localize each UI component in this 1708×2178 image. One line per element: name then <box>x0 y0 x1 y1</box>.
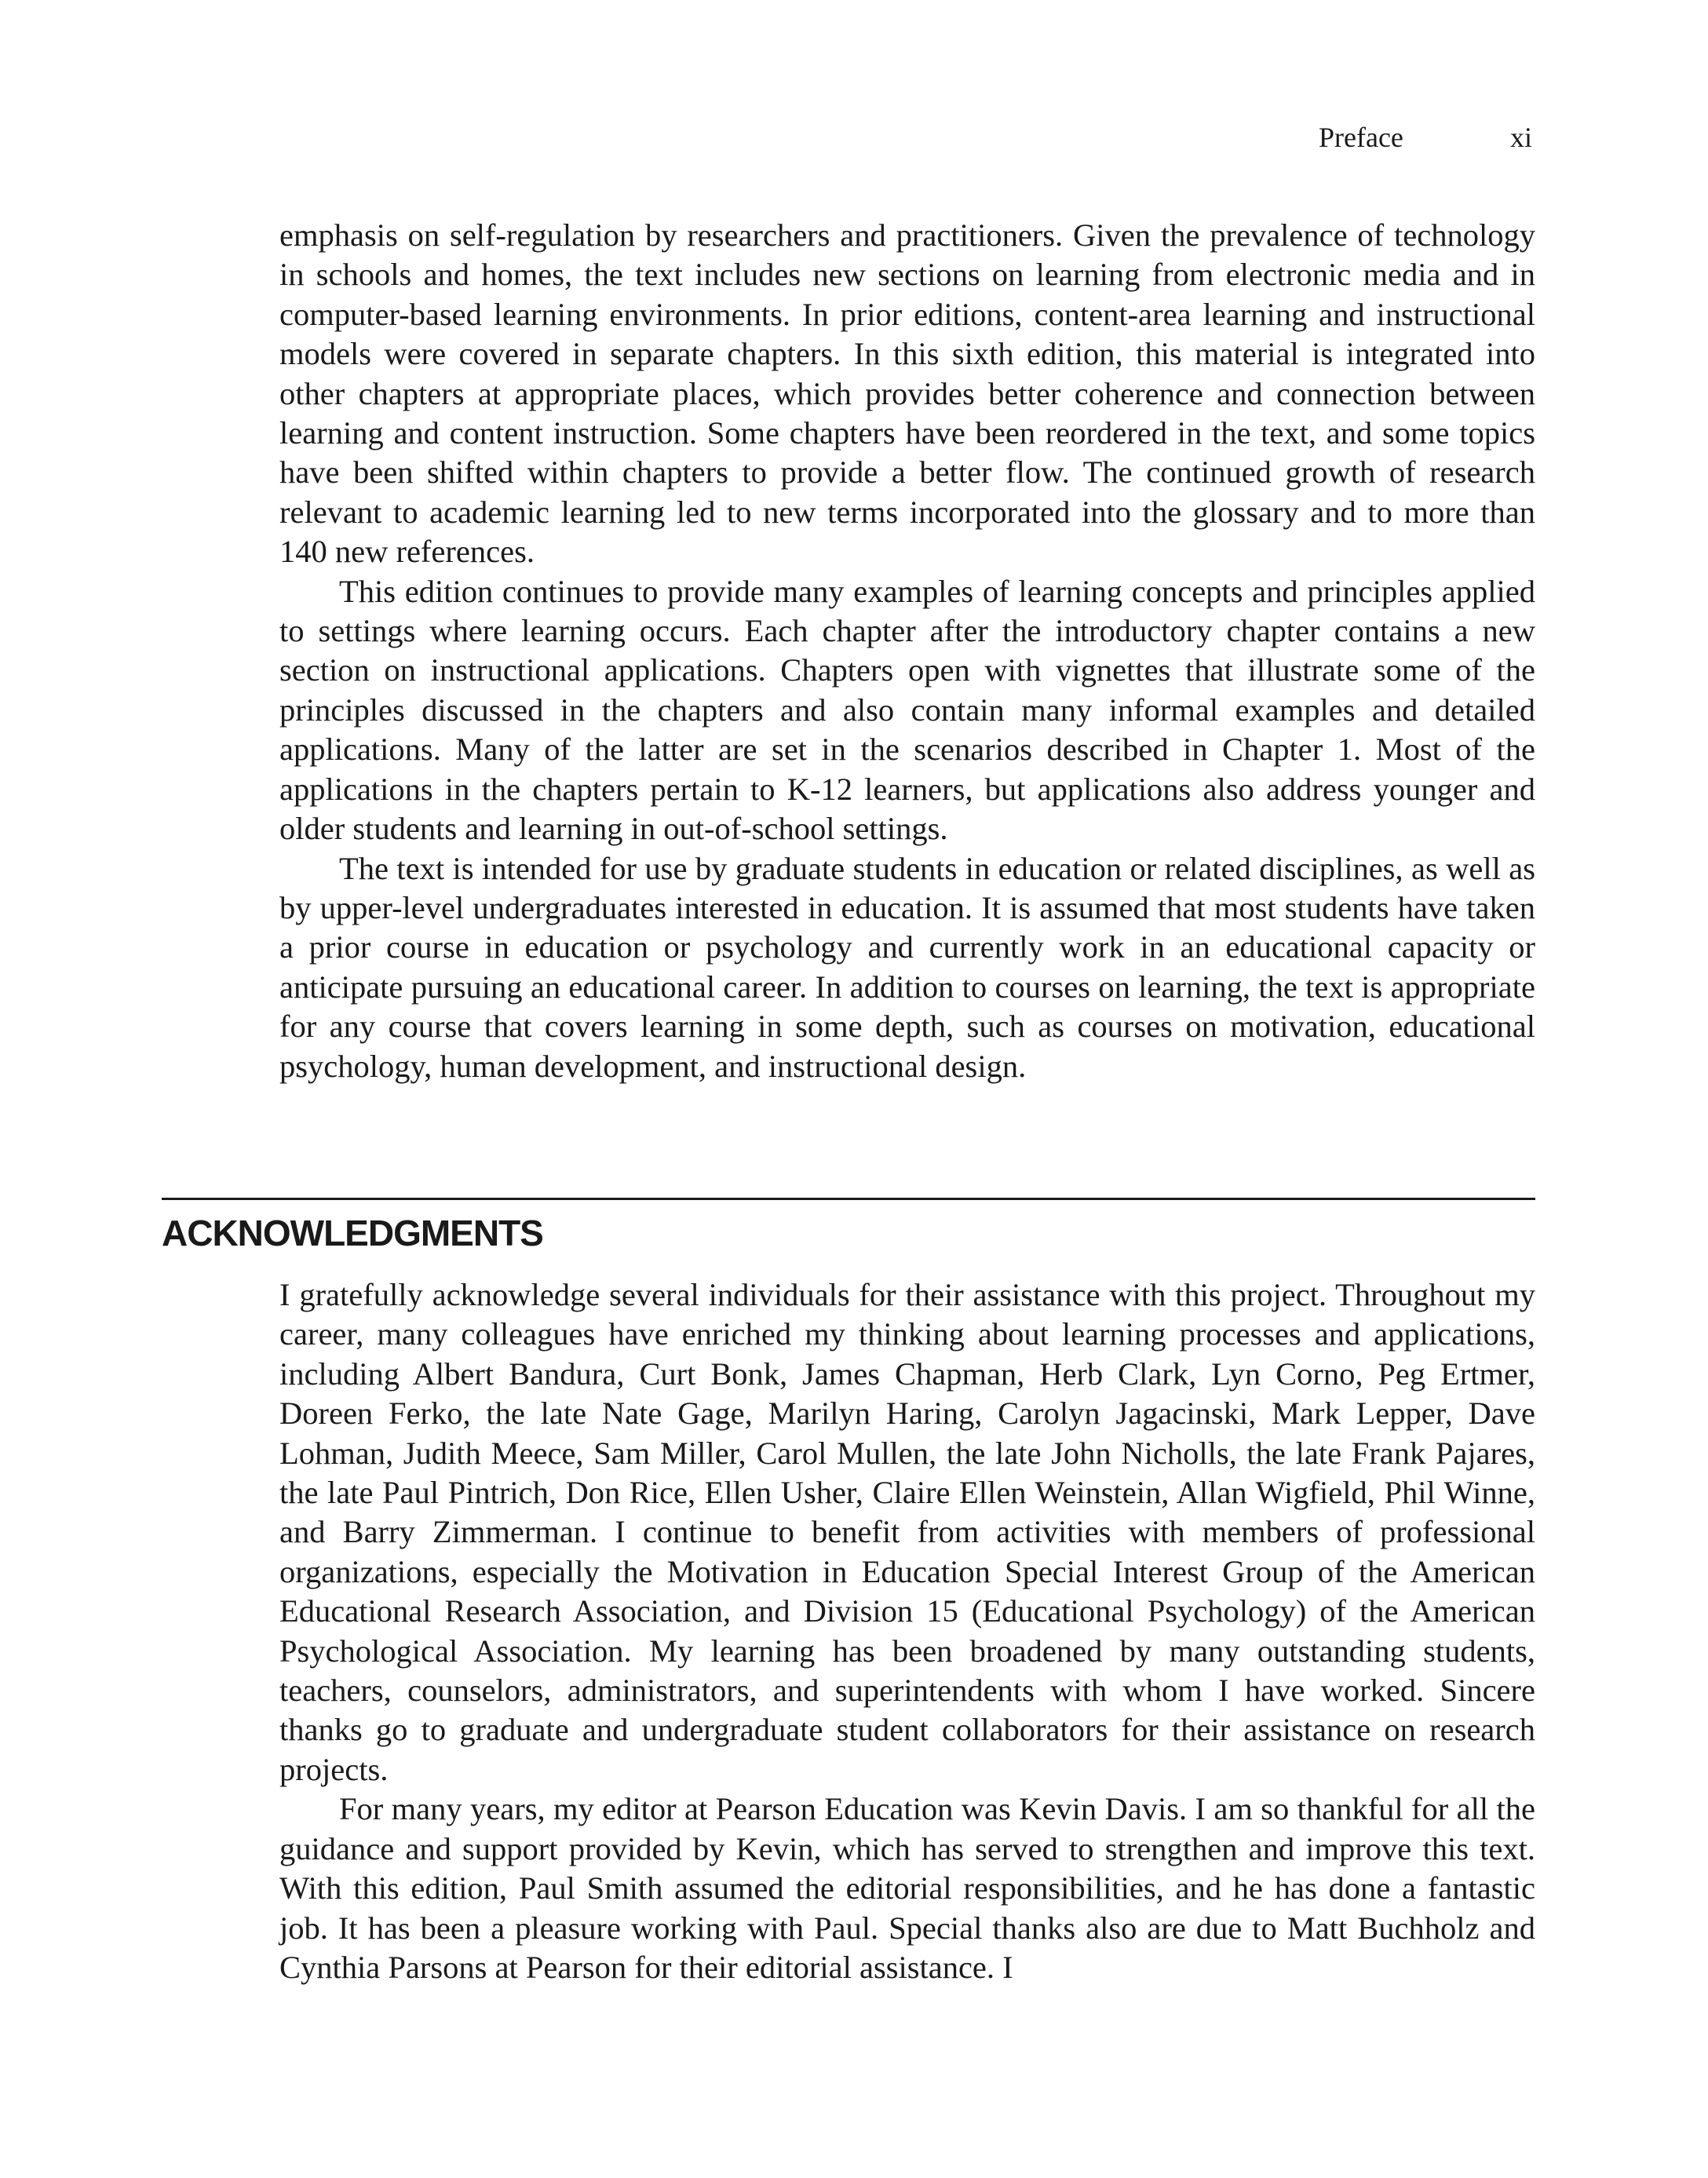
acknowledgments-paragraph-2: For many years, my editor at Pearson Education was Kevin Davis. I am so thankful for all the guidance and support provided by Kevin, which has served to strengthen and improve this text. With this edition, Paul Smith assumed the editorial responsibilities, and he has done a fantastic job. It has been a pleasure working with Paul. Special thanks also are due to Matt Buchholz and Cynthia Parsons at Pearson for their editorial assistance. I <box>279 1791 1535 1985</box>
acknowledgments-heading: ACKNOWLEDGMENTS <box>162 1213 543 1253</box>
acknowledgments-paragraph-1: I gratefully acknowledge several individuals for their assistance with this project. Throughout my career, many colleagues have enriched my thinking about learning processes and applications, including Albert Bandura, Curt Bonk, James Chapman, Herb Clark, Lyn Corno, Peg Ertmer, Doreen Ferko, the late Nate Gage, Marilyn Haring, Carolyn Jagacinski, Mark Lepper, Dave Lohman, Judith Meece, Sam Miller, Carol Mullen, the late John Nicholls, the late Frank Pajares, the late Paul Pintrich, Don Rice, Ellen Usher, Claire Ellen Weinstein, Allan Wigfield, Phil Winne, and Barry Zimmerman. I continue to benefit from activities with members of professional organizations, especially the Motivation in Education Special Interest Group of the American Educational Research Association, and Division 15 (Educational Psychology) of the American Psychological Association. My learning has been broadened by many outstanding students, teachers, counselors, administrators, and superintendents with whom I have worked. Sincere thanks go to graduate and undergraduate student collaborators for their assistance on research projects. <box>279 1277 1535 1787</box>
preface-paragraph-3: The text is intended for use by graduate students in education or related disciplines, as well as by upper-level undergraduates interested in education. It is assumed that most students have taken a prior course in education or psychology and currently work in an educational capacity or anticipate pursuing an educational career. In addition to courses on learning, the text is appropriate for any course that covers learning in some depth, such as courses on motivation, educational psychology, human development, and instructional design. <box>279 850 1535 1084</box>
preface-body <box>279 216 1535 1086</box>
page-number: xi <box>1509 122 1532 153</box>
preface-paragraph-1: emphasis on self-regulation by researchers and practitioners. Given the prevalence of technology in schools and homes, the text includes new sections on learning from electronic media and in computer-based learning environments. In prior editions, content-area learning and instructional models were covered in separate chapters. In this sixth edition, this material is integrated into other chapters at appropriate places, which provides better coherence and connection between learning and content instruction. Some chapters have been reordered in the text, and some topics have been shifted within chapters to provide a better flow. The continued growth of research relevant to academic learning led to new terms incorporated into the glossary and to more than 140 new references. <box>279 217 1535 570</box>
acknowledgments-body <box>279 1275 1535 1987</box>
running-head-title: Preface <box>1319 122 1403 153</box>
running-head <box>1256 118 1538 157</box>
preface-paragraph-2: This edition continues to provide many examples of learning concepts and principles applied to settings where learning occurs. Each chapter after the introductory chapter contains a new section on instructional applications. Chapters open with vignettes that illustrate some of the principles discussed in the chapters and also contain many informal examples and detailed applications. Many of the latter are set in the scenarios described in Chapter 1. Most of the applications in the chapters pertain to K-12 learners, but applications also address younger and older students and learning in out-of-school settings. <box>279 573 1535 847</box>
section-divider <box>162 1198 1535 1200</box>
